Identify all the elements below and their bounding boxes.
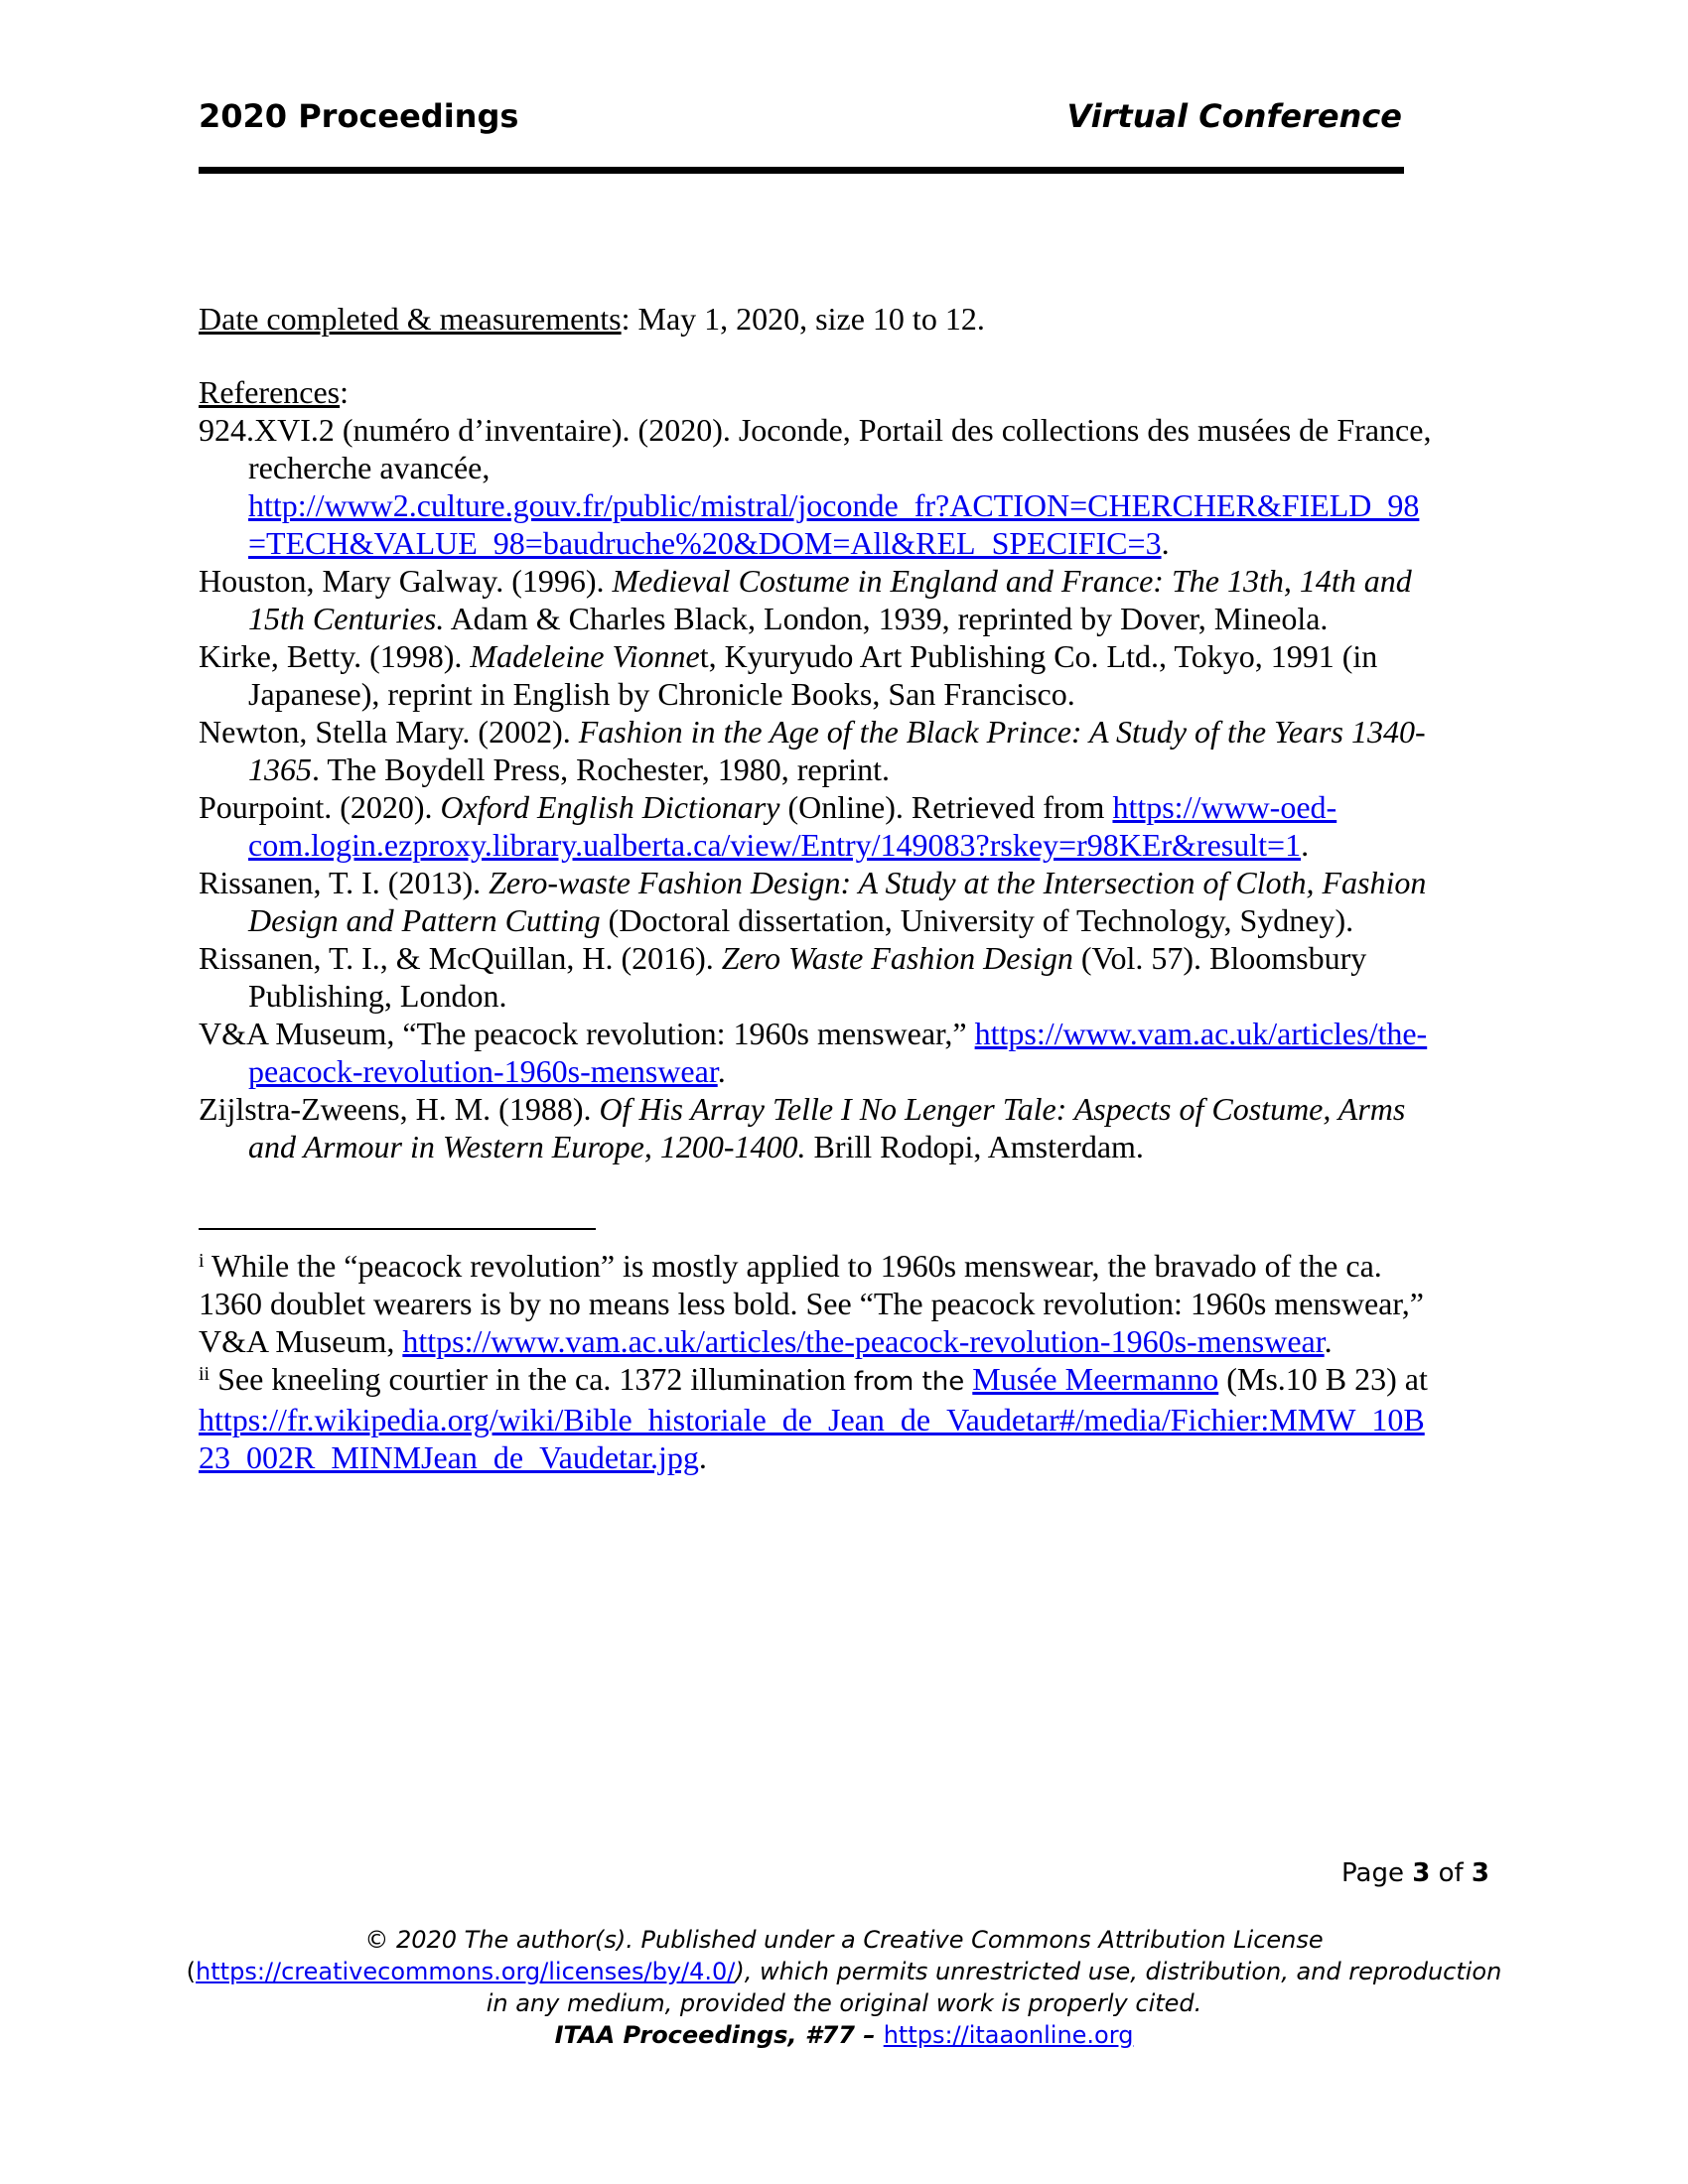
header-proceedings-title: 2020 Proceedings bbox=[199, 97, 519, 135]
reference-entry bbox=[199, 637, 1489, 713]
reference-text: (Doctoral dissertation, University of Technology, Sydney). bbox=[600, 902, 1354, 938]
reference-text: . The Boydell Press, Rochester, 1980, reprint. bbox=[312, 751, 891, 787]
references-heading bbox=[199, 373, 1489, 411]
footnote-text: (Ms.10 B 23) at bbox=[1218, 1361, 1428, 1397]
footnote-text: . bbox=[1324, 1323, 1333, 1359]
date-completed-line bbox=[199, 300, 985, 338]
reference-title: Design and Pattern Cutting bbox=[248, 902, 601, 938]
reference-title: Oxford English Dictionary bbox=[440, 789, 780, 825]
proceedings-line bbox=[149, 2019, 1539, 2051]
footnote-marker: i bbox=[199, 1250, 205, 1272]
footnote-link[interactable]: https://www.vam.ac.uk/articles/the-peacock-revolution-1960s-menswear bbox=[402, 1323, 1325, 1359]
reference-title: Of His Array Telle I No Lenger Tale: Aspects of Costume, Arms bbox=[599, 1091, 1406, 1127]
footnote-text: See kneeling courtier in the ca. 1372 illumination bbox=[210, 1361, 854, 1397]
footnote-text: . bbox=[698, 1439, 707, 1475]
footnote-text: 1360 doublet wearers is by no means less bold. See “The peacock revolution: 1960s menswear,” bbox=[199, 1286, 1424, 1321]
reference-author: Zijlstra-Zweens, H. M. (1988). bbox=[199, 1091, 600, 1127]
reference-link[interactable]: https://www.vam.ac.uk/articles/the- bbox=[974, 1016, 1428, 1051]
references-section bbox=[199, 373, 1489, 1165]
reference-entry bbox=[199, 864, 1489, 939]
reference-text: Japanese), reprint in English by Chronicle Books, San Francisco. bbox=[248, 676, 1075, 712]
reference-title: Zero Waste Fashion Design bbox=[721, 940, 1073, 976]
proceedings-text: ITAA Proceedings, #77 – bbox=[554, 2021, 884, 2049]
date-completed-value: : May 1, 2020, size 10 to 12. bbox=[621, 301, 985, 337]
license-text: ), which permits unrestricted use, distribution, and reproduction bbox=[735, 1958, 1502, 1985]
reference-text: (Online). Retrieved from bbox=[779, 789, 1113, 825]
reference-title: Fashion in the Age of the Black Prince: A Study of the Years 1340- bbox=[578, 714, 1426, 750]
license-line: © 2020 The author(s). Published under a Creative Commons Attribution License bbox=[364, 1926, 1324, 1954]
reference-link[interactable]: com.login.ezproxy.library.ualberta.ca/view/Entry/149083?rskey=r98KEr&result=1 bbox=[248, 827, 1302, 863]
license-text: ( bbox=[186, 1958, 197, 1985]
footnote-marker: ii bbox=[199, 1363, 211, 1385]
reference-link[interactable]: peacock-revolution-1960s-menswear bbox=[248, 1053, 718, 1089]
reference-author: Houston, Mary Galway. (1996). bbox=[199, 563, 613, 599]
footnote-separator bbox=[199, 1228, 596, 1230]
footnote-text: from the bbox=[853, 1367, 965, 1397]
reference-title: 15th Centuries. bbox=[248, 601, 445, 636]
reference-text: Adam & Charles Black, London, 1939, reprinted by Dover, Mineola. bbox=[444, 601, 1329, 636]
page-number-current: 3 bbox=[1412, 1858, 1431, 1888]
references-heading-label: References bbox=[199, 374, 341, 410]
reference-entry bbox=[199, 411, 1489, 562]
page-number-of: of bbox=[1430, 1858, 1472, 1888]
page-number-total: 3 bbox=[1471, 1858, 1489, 1888]
page-number bbox=[1341, 1858, 1489, 1888]
reference-text: Publishing, London. bbox=[248, 978, 507, 1014]
footnote-text: V&A Museum, bbox=[199, 1323, 403, 1359]
footnotes-section bbox=[199, 1247, 1489, 1476]
page-number-word: Page bbox=[1341, 1858, 1413, 1888]
footnote-text: While the “peacock revolution” is mostly applied to 1960s menswear, the bravado of the ca. bbox=[204, 1248, 1382, 1284]
reference-text: (Vol. 57). Bloomsbury bbox=[1072, 940, 1367, 976]
reference-text: recherche avancée, bbox=[248, 450, 491, 485]
reference-text: t, Kyuryudo Art Publishing Co. Ltd., Tokyo, 1991 (in bbox=[699, 638, 1378, 674]
reference-author: Rissanen, T. I. (2013). bbox=[199, 865, 490, 900]
reference-title: Madeleine Vionne bbox=[470, 638, 700, 674]
reference-title: Medieval Costume in England and France: The 13th, 14th and bbox=[612, 563, 1412, 599]
reference-text: 924.XVI.2 (numéro d’inventaire). (2020). Joconde, Portail des collections des musées de France, bbox=[199, 412, 1432, 448]
reference-entry bbox=[199, 788, 1489, 864]
footnote bbox=[199, 1247, 1489, 1285]
reference-title: Zero-waste Fashion Design: A Study at the Intersection of Cloth, Fashion bbox=[489, 865, 1427, 900]
reference-link[interactable]: http://www2.culture.gouv.fr/public/mistral/joconde_fr?ACTION=CHERCHER&FIELD_98 bbox=[248, 487, 1420, 523]
reference-link[interactable]: =TECH&VALUE_98=baudruche%20&DOM=All&REL_SPECIFIC=3 bbox=[248, 525, 1162, 561]
footnote-link[interactable]: https://fr.wikipedia.org/wiki/Bible_historiale_de_Jean_de_Vaudetar#/media/Fichier:MMW_10B bbox=[199, 1402, 1425, 1437]
license-line: in any medium, provided the original work is properly cited. bbox=[486, 1989, 1202, 2017]
footnote-link[interactable]: 23_002R_MINMJean_de_Vaudetar.jpg bbox=[199, 1439, 699, 1475]
license-line bbox=[149, 1956, 1539, 1987]
header-conference-title: Virtual Conference bbox=[1066, 97, 1402, 135]
footnote bbox=[199, 1360, 1489, 1401]
reference-text: . bbox=[1301, 827, 1310, 863]
reference-text: . bbox=[1161, 525, 1170, 561]
reference-author: V&A Museum, “The peacock revolution: 1960s menswear,” bbox=[199, 1016, 975, 1051]
reference-title: and Armour in Western Europe, 1200-1400. bbox=[248, 1129, 806, 1164]
reference-entry bbox=[199, 1090, 1489, 1165]
license-link[interactable]: https://creativecommons.org/licenses/by/4.0/ bbox=[196, 1958, 736, 1985]
references-heading-colon: : bbox=[340, 374, 350, 410]
reference-entry bbox=[199, 1015, 1489, 1090]
itaa-link[interactable]: https://itaaonline.org bbox=[883, 2021, 1134, 2049]
reference-entry bbox=[199, 713, 1489, 788]
reference-author: Kirke, Betty. (1998). bbox=[199, 638, 471, 674]
reference-text: Brill Rodopi, Amsterdam. bbox=[805, 1129, 1144, 1164]
header-rule bbox=[199, 167, 1404, 174]
reference-link[interactable]: https://www-oed- bbox=[1112, 789, 1337, 825]
license-footer bbox=[149, 1924, 1539, 2051]
reference-author: Pourpoint. (2020). bbox=[199, 789, 441, 825]
date-completed-label: Date completed & measurements bbox=[199, 301, 622, 337]
reference-entry bbox=[199, 562, 1489, 637]
reference-text: . bbox=[717, 1053, 726, 1089]
reference-title: 1365 bbox=[248, 751, 312, 787]
reference-entry bbox=[199, 939, 1489, 1015]
reference-author: Rissanen, T. I., & McQuillan, H. (2016). bbox=[199, 940, 722, 976]
reference-author: Newton, Stella Mary. (2002). bbox=[199, 714, 579, 750]
footnote-link[interactable]: Musée Meermanno bbox=[972, 1361, 1219, 1397]
